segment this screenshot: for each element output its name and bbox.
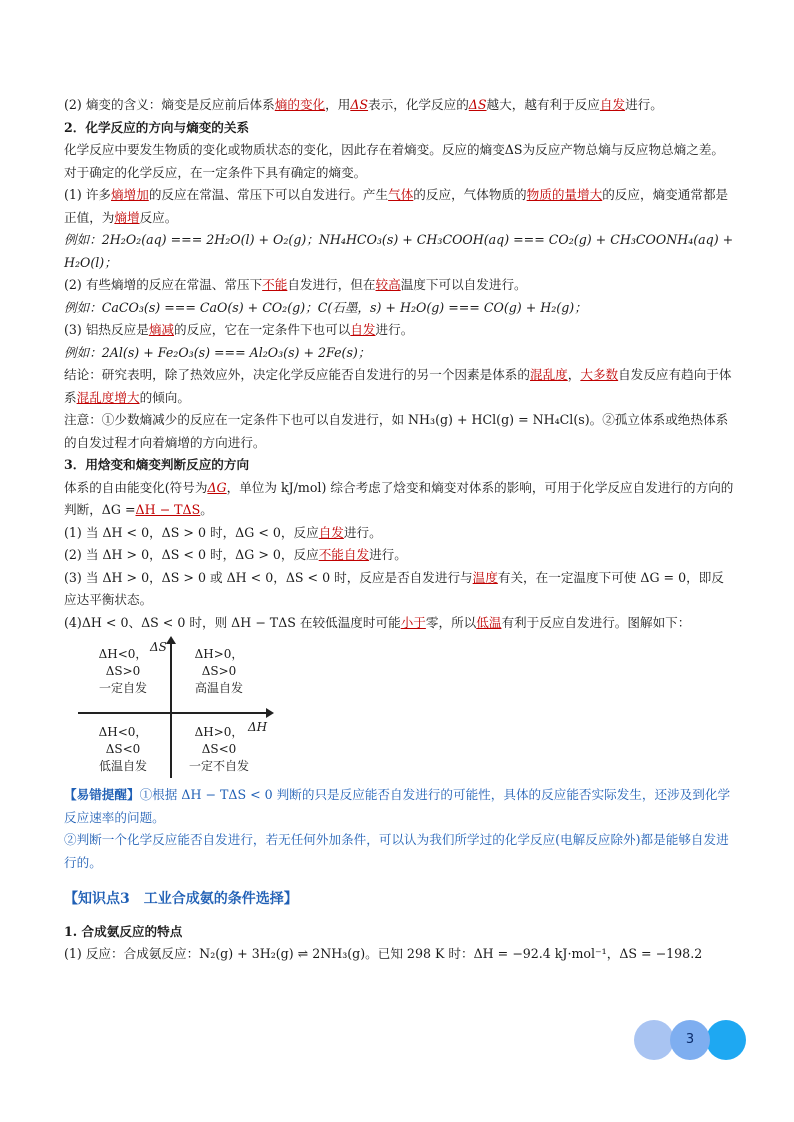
example-1b: H₂O(l)； bbox=[64, 254, 117, 270]
quadrant-diagram bbox=[78, 640, 278, 780]
horizontal-axis bbox=[78, 712, 268, 714]
rule-3: (3) 当 ΔH > 0，ΔS > 0 或 ΔH < 0，ΔS < 0 时，反应是否自发进行与温度有关，在一定温度下可使 ΔG = 0，即反应达平衡状态。 bbox=[64, 569, 724, 607]
badge-circle-1 bbox=[634, 1020, 674, 1060]
tip-2: ②判断一个化学反应能否自发进行，若无任何外加条件，可以认为我们所学过的化学反应(电解反应除外)都是能够自发进行的。 bbox=[64, 832, 729, 870]
thermite-line: (3) 铝热反应是熵减的反应，它在一定条件下也可以自发进行。 bbox=[64, 322, 414, 337]
knowledge-point-3-title: 【知识点3 工业合成氨的条件选择】 bbox=[64, 891, 298, 907]
page-number: 3 bbox=[685, 1032, 695, 1047]
example-2: 例如：CaCO₃(s) === CaO(s) + CO₂(g)；C(石墨，s) + H₂O(g) === CO(g) + H₂(g)； bbox=[64, 299, 587, 315]
badge-circle-3 bbox=[706, 1020, 746, 1060]
axis-label-h: ΔH bbox=[248, 720, 268, 734]
conclusion: 结论：研究表明，除了热效应外，决定化学反应能否自发进行的另一个因素是体系的混乱度，大多数自发反应有趋向于体系混乱度增大的倾向。 bbox=[64, 367, 732, 405]
gibbs-paragraph: 体系的自由能变化(符号为ΔG，单位为 kJ/mol) 综合考虑了焓变和熵变对体系的影响，可用于化学反应自发进行的方向的判断，ΔG =ΔH − TΔS。 bbox=[64, 479, 734, 517]
axis-label-s: ΔS bbox=[150, 640, 167, 654]
example-1a: 例如：2H₂O₂(aq) === 2H₂O(l) + O₂(g)；NH₄HCO₃(s) + CH₃COOH(aq) === CO₂(g) + CH₃COONH₄(aq) + bbox=[64, 232, 734, 247]
rule-1: (1) 当 ΔH < 0，ΔS > 0 时，ΔG < 0，反应自发进行。 bbox=[64, 524, 382, 540]
quadrant-top-right: ΔH>0， ΔS>0 高温自发 bbox=[194, 647, 244, 695]
section-heading-3: 3．用焓变和熵变判断反应的方向 bbox=[64, 457, 250, 472]
entropy-high-temp-line: (2) 有些熵增的反应在常温、常压下不能自发进行，但在较高温度下可以自发进行。 bbox=[64, 277, 527, 292]
rule-4: (4)ΔH < 0、ΔS < 0 时，则 ΔH − TΔS 在较低温度时可能小于零，所以低温有利于反应自发进行。图解如下： bbox=[64, 614, 691, 630]
entropy-paragraph: 化学反应中要发生物质的变化或物质状态的变化，因此存在着熵变。反应的熵变ΔS为反应产物总熵与反应物总熵之差。对于确定的化学反应，在一定条件下具有确定的熵变。 bbox=[64, 142, 725, 180]
arrow-up-icon bbox=[166, 636, 176, 644]
vertical-axis bbox=[170, 642, 172, 778]
note: 注意：①少数熵减少的反应在一定条件下也可以自发进行，如 NH₃(g) + HCl(g) = NH₄Cl(s)。②孤立体系或绝热体系的自发过程才向着熵增的方向进行。 bbox=[64, 412, 729, 450]
quadrant-top-left: ΔH<0， ΔS>0 一定自发 bbox=[98, 647, 148, 695]
quadrant-bottom-left: ΔH<0， ΔS<0 低温自发 bbox=[98, 725, 148, 773]
tip-1: 【易错提醒】①根据 ΔH − TΔS < 0 判断的只是反应能否自发进行的可能性，具体的反应能否实际发生，还涉及到化学反应速率的问题。 bbox=[64, 787, 731, 825]
tip-label: 【易错提醒】 bbox=[64, 787, 140, 802]
entropy-meaning-line: (2) 熵变的含义：熵变是反应前后体系熵的变化，用ΔS表示，化学反应的ΔS越大，越有利于反应自发进行。 bbox=[64, 97, 663, 112]
example-3: 例如：2Al(s) + Fe₂O₃(s) === Al₂O₃(s) + 2Fe(s)； bbox=[64, 344, 371, 360]
arrow-right-icon bbox=[266, 708, 274, 718]
ammonia-reaction: (1) 反应：合成氨反应：N₂(g) + 3H₂(g) ⇌ 2NH₃(g)。已知 298 K 时：ΔH = −92.4 kJ·mol⁻¹，ΔS = −198.2 bbox=[64, 946, 703, 961]
ammonia-heading: 1. 合成氨反应的特点 bbox=[64, 923, 183, 939]
section-heading-2: 2．化学反应的方向与熵变的关系 bbox=[64, 119, 250, 135]
entropy-increase-line: (1) 许多熵增加的反应在常温、常压下可以自发进行。产生气体的反应，气体物质的物质的量增大的反应，熵变通常都是正值，为熵增反应。 bbox=[64, 187, 729, 225]
content bbox=[64, 94, 734, 966]
page-number-badge bbox=[634, 1020, 746, 1060]
rule-2: (2) 当 ΔH > 0，ΔS < 0 时，ΔG > 0，反应不能自发进行。 bbox=[64, 547, 407, 562]
quadrant-bottom-right: ΔH>0， ΔS<0 一定不自发 bbox=[188, 725, 249, 773]
